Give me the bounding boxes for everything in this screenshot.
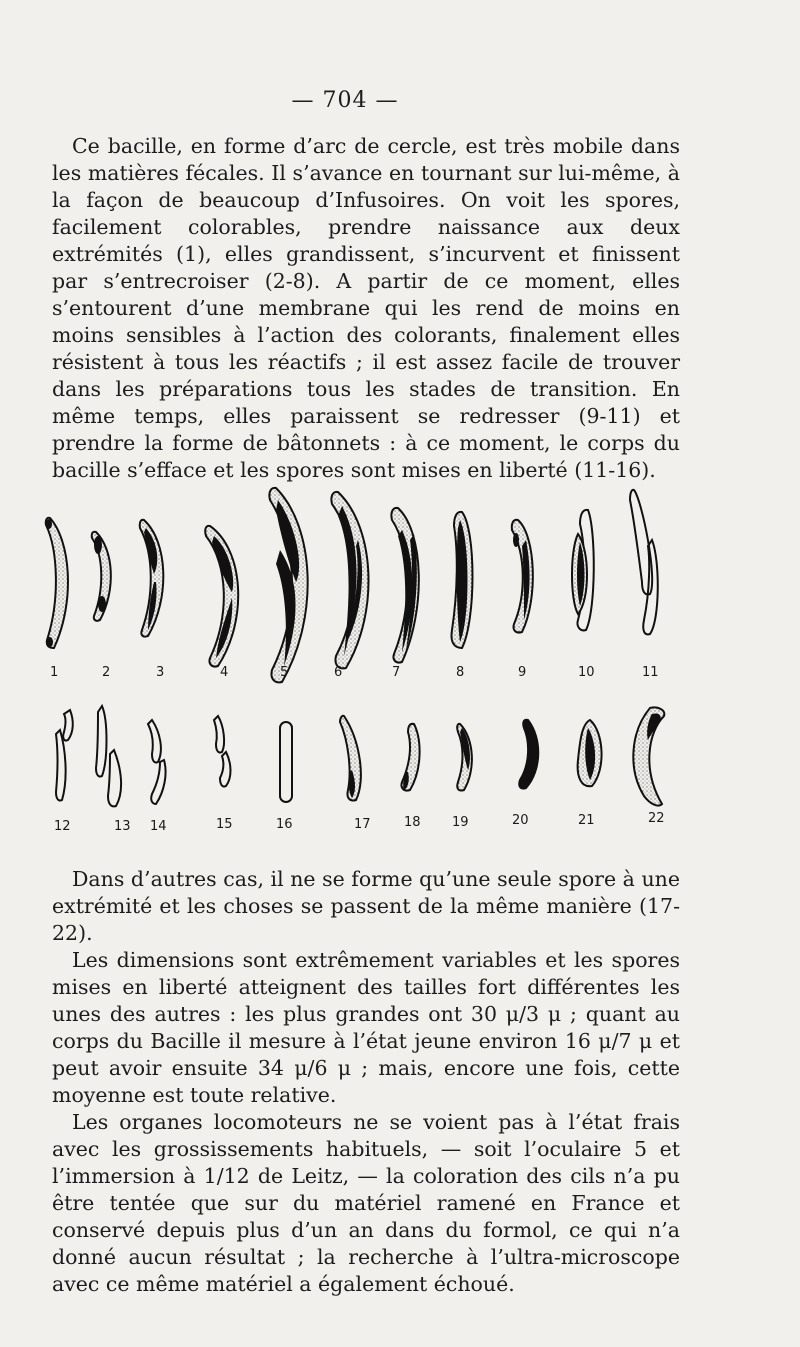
- figure-label-11: 11: [642, 665, 659, 680]
- fig-5: [269, 488, 307, 683]
- figure-label-8: 8: [456, 665, 465, 680]
- fig-17: [340, 716, 361, 801]
- paragraph: Les dimensions sont extrêmement variables et les spores mises en liberté atteignent des tailles fort différentes les unes des autres : les plus grandes ont 30 μ/3 μ ; quant au corps du Bacille il mesure à l’état jeune environ 16 μ/7 μ et peut avoir ensuite 34 μ/6 μ ; mais, encore une fois, cette moyenne est toute relative.: [52, 948, 680, 1107]
- body-text-top: [52, 133, 680, 484]
- bacillus-illustration: [30, 470, 690, 850]
- figure-label-6: 6: [334, 665, 343, 680]
- fig-12: [56, 710, 73, 801]
- figure-label-17: 17: [354, 817, 371, 832]
- paragraph: Dans d’autres cas, il ne se forme qu’une seule spore à une extrémité et les choses se passent de la même manière (17-22).: [52, 867, 680, 945]
- fig-3: [140, 520, 164, 637]
- fig-15: [214, 716, 231, 787]
- bacillus-figure: [30, 470, 690, 850]
- figure-label-2: 2: [102, 665, 111, 680]
- figure-label-1: 1: [50, 665, 59, 680]
- fig-21: [578, 720, 602, 786]
- figure-label-21: 21: [578, 813, 595, 828]
- fig-6: [331, 492, 368, 669]
- figure-label-4: 4: [220, 665, 229, 680]
- fig-14: [148, 720, 166, 804]
- paragraph: Ce bacille, en forme d’arc de cercle, est très mobile dans les matières fécales. Il s’avance en tournant sur lui-même, à la façon de beaucoup d’Infusoires. On voit les spores, facilement colorables, prendre naissance aux deux extrémités (1), elles grandissent, s’incurvent et finissent par s’entrecroiser (2-8). A partir de ce moment, elles s’entourent d’une membrane qui les rend de moins en moins sensibles à l’action des colorants, finalement elles résistent à tous les réactifs ; il est assez facile de trouver dans les préparations tous les stades de transition. En même temps, elles paraissent se redresser (9-11) et prendre la forme de bâtonnets : à ce moment, le corps du bacille s’efface et les spores sont mises en liberté (11-16).: [52, 134, 680, 482]
- fig-16: [280, 722, 292, 802]
- fig-8: [451, 512, 472, 648]
- fig-4: [205, 526, 238, 667]
- page-number: — 704 —: [291, 88, 399, 113]
- figure-label-3: 3: [156, 665, 165, 680]
- figure-label-12: 12: [54, 819, 71, 834]
- figure-label-14: 14: [150, 819, 167, 834]
- figure-label-5: 5: [280, 665, 289, 680]
- fig-13: [96, 706, 121, 806]
- fig-19: [457, 724, 472, 791]
- figure-label-19: 19: [452, 815, 469, 830]
- fig-20: [519, 720, 538, 789]
- figure-label-20: 20: [512, 813, 529, 828]
- fig-2: [92, 532, 111, 621]
- fig-7: [391, 508, 418, 663]
- fig-9: [512, 520, 533, 633]
- figure-label-13: 13: [114, 819, 131, 834]
- figure-label-15: 15: [216, 817, 233, 832]
- body-text-bottom: [52, 866, 680, 1298]
- fig-10: [572, 510, 594, 631]
- figure-label-18: 18: [404, 815, 421, 830]
- figure-label-16: 16: [276, 817, 293, 832]
- figure-label-10: 10: [578, 665, 595, 680]
- paragraph: Les organes locomoteurs ne se voient pas à l’état frais avec les grossissements habituels, — soit l’oculaire 5 et l’immersion à 1/12 de Leitz, — la coloration des cils n’a pu être tentée que sur du matériel ramené en France et conservé depuis plus d’un an dans du formol, ce qui n’a donné aucun résultat ; la recherche à l’ultra-microscope avec ce même matériel a également échoué.: [52, 1110, 680, 1296]
- fig-18: [401, 724, 419, 791]
- figure-label-9: 9: [518, 665, 527, 680]
- figure-label-7: 7: [392, 665, 401, 680]
- fig-22: [633, 707, 664, 805]
- fig-1: [46, 518, 68, 648]
- fig-11: [630, 490, 658, 635]
- figure-label-22: 22: [648, 811, 665, 826]
